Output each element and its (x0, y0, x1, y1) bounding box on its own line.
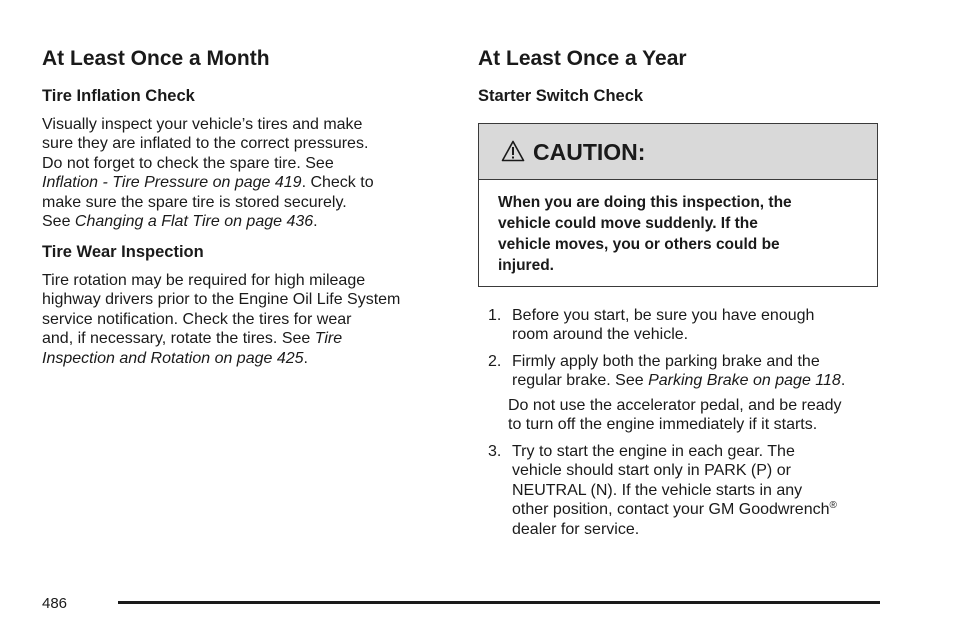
caution-box (478, 123, 878, 287)
page-reference-link[interactable]: Inspection and Rotation on page 425 (42, 349, 304, 367)
text-fragment: . (303, 349, 308, 367)
text-line: to turn off the engine immediately if it starts. (508, 416, 818, 434)
text-line: dealer for service. (512, 520, 640, 538)
step-text (512, 306, 814, 345)
registered-mark: ® (829, 500, 837, 512)
text-line: Do not forget to check the spare tire. See (42, 154, 334, 172)
text-line: NEUTRAL (N). If the vehicle starts in any (512, 481, 803, 499)
text-line (512, 500, 837, 519)
subheading-starter-switch: Starter Switch Check (478, 87, 644, 105)
text-fragment: regular brake. See (512, 372, 649, 390)
step-number: 2. (488, 353, 502, 370)
page-reference-link[interactable]: Parking Brake on page 118 (648, 372, 841, 390)
text-fragment: . (313, 213, 318, 231)
text-line (42, 173, 374, 192)
step-text (512, 442, 837, 539)
caution-header (479, 124, 877, 180)
step-text (512, 352, 845, 391)
text-line: Before you start, be sure you have enough (512, 307, 815, 324)
text-line: vehicle should start only in PARK (P) or (512, 462, 791, 480)
paragraph-tire-inflation (42, 115, 374, 231)
step-number: 1. (488, 307, 502, 324)
text-line: Visually inspect your vehicle’s tires and make (42, 116, 363, 133)
footer-divider (118, 601, 880, 604)
text-line: Do not use the accelerator pedal, and be ready (508, 397, 842, 414)
text-fragment: . (840, 372, 846, 390)
text-fragment: other position, contact your GM Goodwrench (512, 501, 830, 519)
caution-text (498, 192, 792, 276)
text-line: Firmly apply both the parking brake and the (512, 353, 820, 370)
section-heading-monthly: At Least Once a Month (42, 47, 270, 70)
text-fragment: and, if necessary, rotate the tires. See (42, 330, 315, 348)
step-note (508, 396, 878, 435)
text-line: Tire rotation may be required for high mileage (42, 272, 366, 289)
text-line: sure they are inflated to the correct pressures. (42, 135, 369, 153)
subheading-tire-inflation: Tire Inflation Check (42, 87, 195, 105)
text-line (42, 349, 400, 368)
page-reference-link[interactable]: Inflation - Tire Pressure on page 419 (42, 174, 302, 192)
text-line: When you are doing this inspection, the (498, 194, 792, 211)
page-reference-link[interactable]: Tire (314, 330, 343, 348)
subheading-tire-wear: Tire Wear Inspection (42, 243, 204, 261)
section-heading-yearly: At Least Once a Year (478, 47, 687, 70)
text-line: vehicle could move suddenly. If the (498, 215, 758, 232)
text-line: make sure the spare tire is stored securely. (42, 193, 347, 211)
page-number: 486 (42, 595, 68, 612)
paragraph-tire-wear (42, 271, 400, 368)
text-line: Try to start the engine in each gear. The (512, 443, 795, 460)
text-line: vehicle moves, you or others could be (498, 236, 780, 253)
text-line: highway drivers prior to the Engine Oil Life System (42, 291, 401, 309)
text-fragment: . Check to (301, 174, 374, 192)
text-line: service notification. Check the tires for wear (42, 310, 352, 328)
warning-triangle-icon (501, 140, 525, 162)
caution-title: CAUTION: (533, 139, 646, 165)
step-number: 3. (488, 443, 502, 460)
page-reference-link[interactable]: Changing a Flat Tire on page 436 (74, 213, 314, 231)
text-line (42, 329, 400, 348)
text-line (512, 371, 845, 390)
text-line: room around the vehicle. (512, 326, 689, 344)
text-line: injured. (498, 257, 554, 274)
text-line (42, 212, 374, 231)
text-fragment: See (42, 213, 75, 231)
